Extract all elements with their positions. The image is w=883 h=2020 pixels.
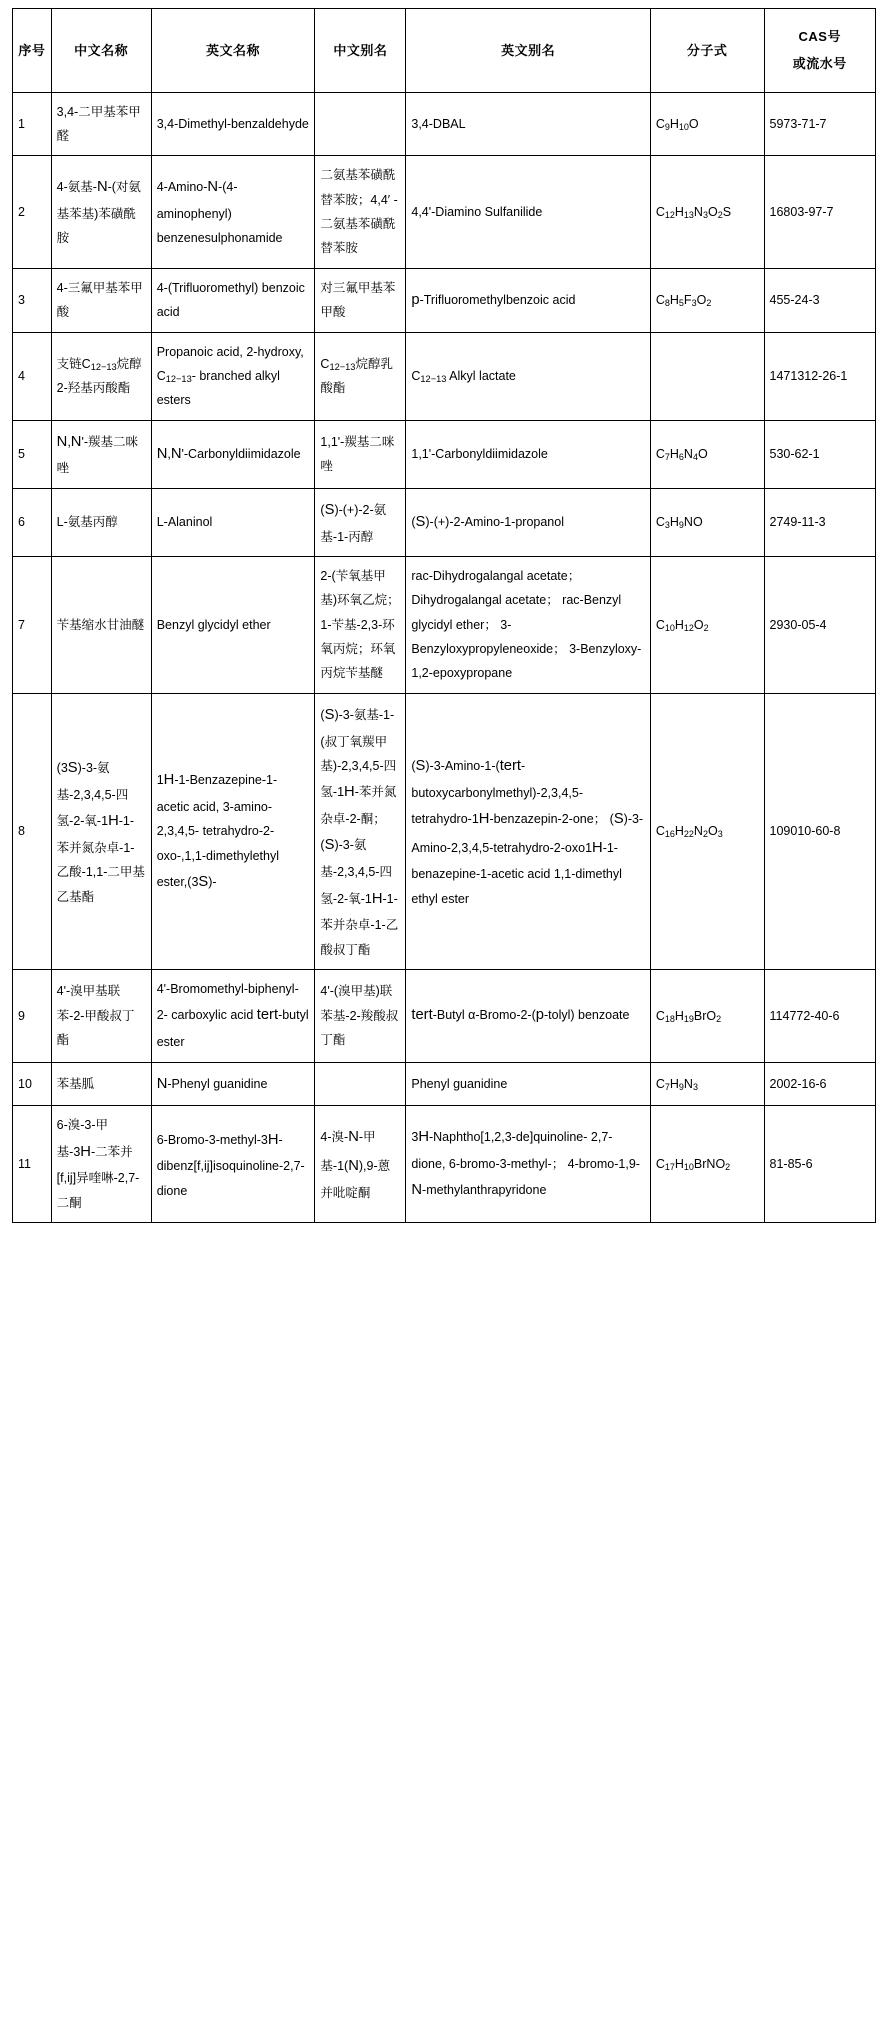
cell-chinese-name: 4-氨基-N-(对氨基苯基)苯磺酰胺 xyxy=(51,156,151,269)
table-row xyxy=(13,488,876,556)
column-header-english-name: 英文名称 xyxy=(151,9,315,93)
cell-english-name: 4'-Bromomethyl-biphenyl-2- carboxylic acid tert-butyl ester xyxy=(151,970,315,1063)
cell-chinese-name: 4-三氟甲基苯甲酸 xyxy=(51,268,151,332)
cell-index: 9 xyxy=(13,970,52,1063)
cell-chinese-alias: 4'-(溴甲基)联苯基-2-羧酸叔丁酯 xyxy=(315,970,406,1063)
column-header-index: 序号 xyxy=(13,9,52,93)
cell-cas: 109010-60-8 xyxy=(764,693,875,969)
cell-index: 5 xyxy=(13,420,52,488)
cell-chinese-name: 支链C12−13烷醇2-羟基丙酸酯 xyxy=(51,332,151,420)
cell-chinese-name: 4'-溴甲基联苯-2-甲酸叔丁酯 xyxy=(51,970,151,1063)
cell-index: 8 xyxy=(13,693,52,969)
cell-cas: 530-62-1 xyxy=(764,420,875,488)
cell-cas: 1471312-26-1 xyxy=(764,332,875,420)
cell-cas: 16803-97-7 xyxy=(764,156,875,269)
cell-formula: $C_{12}H_{13}N_3O_2S$ xyxy=(650,156,764,269)
cell-chinese-alias: 2-(苄氧基甲基)环氧乙烷；1-苄基-2,3-环氧丙烷；环氧丙烷苄基醚 xyxy=(315,556,406,693)
cell-chinese-alias: 4-溴-N-甲基-1(N),9-蒽并吡啶酮 xyxy=(315,1106,406,1223)
cell-english-alias: p-Trifluoromethylbenzoic acid xyxy=(406,268,650,332)
cell-english-alias: Phenyl guanidine xyxy=(406,1062,650,1106)
column-header-cas xyxy=(764,9,875,93)
cell-english-name: N-Phenyl guanidine xyxy=(151,1062,315,1106)
cell-english-alias: C12−13 Alkyl lactate xyxy=(406,332,650,420)
cell-chinese-alias: C12−13烷醇乳酸酯 xyxy=(315,332,406,420)
cell-chinese-name: 6-溴-3-甲基-3H-二苯并[f,ij]异喹啉-2,7-二酮 xyxy=(51,1106,151,1223)
cell-index: 3 xyxy=(13,268,52,332)
cell-chinese-alias: 1,1'-羰基二咪唑 xyxy=(315,420,406,488)
table-row xyxy=(13,1106,876,1223)
cell-english-name: 1H-1-Benzazepine-1-acetic acid, 3-amino-2,3,4,5- tetrahydro-2-oxo-,1,1-dimethylethyl ester,(3S)- xyxy=(151,693,315,969)
cell-cas: 455-24-3 xyxy=(764,268,875,332)
cell-chinese-name: (3S)-3-氨基-2,3,4,5-四氢-2-氧-1H-1-苯并氮杂卓-1-乙酸-1,1-二甲基乙基酯 xyxy=(51,693,151,969)
table-row xyxy=(13,693,876,969)
cell-cas: 81-85-6 xyxy=(764,1106,875,1223)
cell-chinese-name: N,N'-羰基二咪唑 xyxy=(51,420,151,488)
column-header-chinese-alias: 中文别名 xyxy=(315,9,406,93)
cell-formula: $C_{18}H_{19}BrO_2$ xyxy=(650,970,764,1063)
cell-index: 7 xyxy=(13,556,52,693)
cell-formula xyxy=(650,332,764,420)
table-row xyxy=(13,332,876,420)
cell-index: 4 xyxy=(13,332,52,420)
cell-cas: 2002-16-6 xyxy=(764,1062,875,1106)
table-body xyxy=(13,92,876,1223)
cell-english-name: 4-Amino-N-(4-aminophenyl) benzenesulphonamide xyxy=(151,156,315,269)
cell-chinese-alias xyxy=(315,1062,406,1106)
cell-english-alias: (S)-3-Amino-1-(tert-butoxycarbonylmethyl)-2,3,4,5- tetrahydro-1H-benzazepin-2-one； (S)-3-Amino-2,3,4,5-tetrahydro-2-oxo1H-1-benazepine-1-acetic acid 1,1-dimethyl ethyl ester xyxy=(406,693,650,969)
cell-index: 11 xyxy=(13,1106,52,1223)
cas-header-line1: CAS号 xyxy=(798,29,841,44)
cell-formula: $C_7H_9N_3$ xyxy=(650,1062,764,1106)
table-row xyxy=(13,420,876,488)
cell-index: 6 xyxy=(13,488,52,556)
table-row xyxy=(13,92,876,156)
cell-cas: 114772-40-6 xyxy=(764,970,875,1063)
cell-chinese-alias: 对三氟甲基苯甲酸 xyxy=(315,268,406,332)
cell-chinese-name: 苄基缩水甘油醚 xyxy=(51,556,151,693)
cell-chinese-alias: (S)-(+)-2-氨基-1-丙醇 xyxy=(315,488,406,556)
cell-english-alias: 3,4-DBAL xyxy=(406,92,650,156)
cell-english-alias: 4,4'-Diamino Sulfanilide xyxy=(406,156,650,269)
table-header xyxy=(13,9,876,93)
cell-formula: $C_8H_5F_3O_2$ xyxy=(650,268,764,332)
header-row xyxy=(13,9,876,93)
cell-chinese-alias: 二氨基苯磺酰替苯胺；4,4′ -二氨基苯磺酰替苯胺 xyxy=(315,156,406,269)
cell-english-name: 6-Bromo-3-methyl-3H-dibenz[f,ij]isoquinoline-2,7-dione xyxy=(151,1106,315,1223)
column-header-english-alias: 英文别名 xyxy=(406,9,650,93)
cell-cas: 5973-71-7 xyxy=(764,92,875,156)
column-header-chinese-name: 中文名称 xyxy=(51,9,151,93)
cell-english-name: Benzyl glycidyl ether xyxy=(151,556,315,693)
cell-english-name: 3,4-Dimethyl-benzaldehyde xyxy=(151,92,315,156)
table-row xyxy=(13,156,876,269)
cell-index: 10 xyxy=(13,1062,52,1106)
cell-english-alias: tert-Butyl α-Bromo-2-(p-tolyl) benzoate xyxy=(406,970,650,1063)
cell-index: 2 xyxy=(13,156,52,269)
cell-english-alias: (S)-(+)-2-Amino-1-propanol xyxy=(406,488,650,556)
chemical-substances-table xyxy=(12,8,876,1223)
table-row xyxy=(13,268,876,332)
cell-index: 1 xyxy=(13,92,52,156)
cell-chinese-alias: (S)-3-氨基-1-(叔丁氧羰甲基)-2,3,4,5-四氢-1H-苯并氮杂卓-2-酮；(S)-3-氨基-2,3,4,5-四氢-2-氧-1H-1-苯并杂卓-1-乙酸叔丁酯 xyxy=(315,693,406,969)
cell-formula: $C_{17}H_{10}BrNO_2$ xyxy=(650,1106,764,1223)
cell-chinese-name: 3,4-二甲基苯甲醛 xyxy=(51,92,151,156)
cell-english-alias: 1,1'-Carbonyldiimidazole xyxy=(406,420,650,488)
cell-formula: $C_{10}H_{12}O_2$ xyxy=(650,556,764,693)
cell-chinese-alias xyxy=(315,92,406,156)
cell-cas: 2749-11-3 xyxy=(764,488,875,556)
cas-header-line2: 或流水号 xyxy=(792,56,847,72)
cell-english-alias: 3H-Naphtho[1,2,3-de]quinoline- 2,7-dione, 6-bromo-3-methyl-； 4-bromo-1,9-N-methylanthrapyridone xyxy=(406,1106,650,1223)
cell-english-name: 4-(Trifluoromethyl) benzoic acid xyxy=(151,268,315,332)
cell-formula: $C_9H_{10}O$ xyxy=(650,92,764,156)
column-header-formula: 分子式 xyxy=(650,9,764,93)
cell-english-name: L-Alaninol xyxy=(151,488,315,556)
cell-chinese-name: L-氨基丙醇 xyxy=(51,488,151,556)
cell-formula: $C_{16}H_{22}N_2O_3$ xyxy=(650,693,764,969)
cell-english-name: Propanoic acid, 2-hydroxy, C12−13- branched alkyl esters xyxy=(151,332,315,420)
cell-english-alias: rac-Dihydrogalangal acetate； Dihydrogalangal acetate； rac-Benzyl glycidyl ether； 3-Benzyloxypropyleneoxide； 3-Benzyloxy-1,2-epoxypropane xyxy=(406,556,650,693)
table-row xyxy=(13,556,876,693)
cell-formula: $C_3H_9NO$ xyxy=(650,488,764,556)
cell-cas: 2930-05-4 xyxy=(764,556,875,693)
table-row xyxy=(13,970,876,1063)
cell-chinese-name: 苯基胍 xyxy=(51,1062,151,1106)
table-row xyxy=(13,1062,876,1106)
cell-formula: $C_7H_6N_4O$ xyxy=(650,420,764,488)
cell-english-name: N,N'-Carbonyldiimidazole xyxy=(151,420,315,488)
